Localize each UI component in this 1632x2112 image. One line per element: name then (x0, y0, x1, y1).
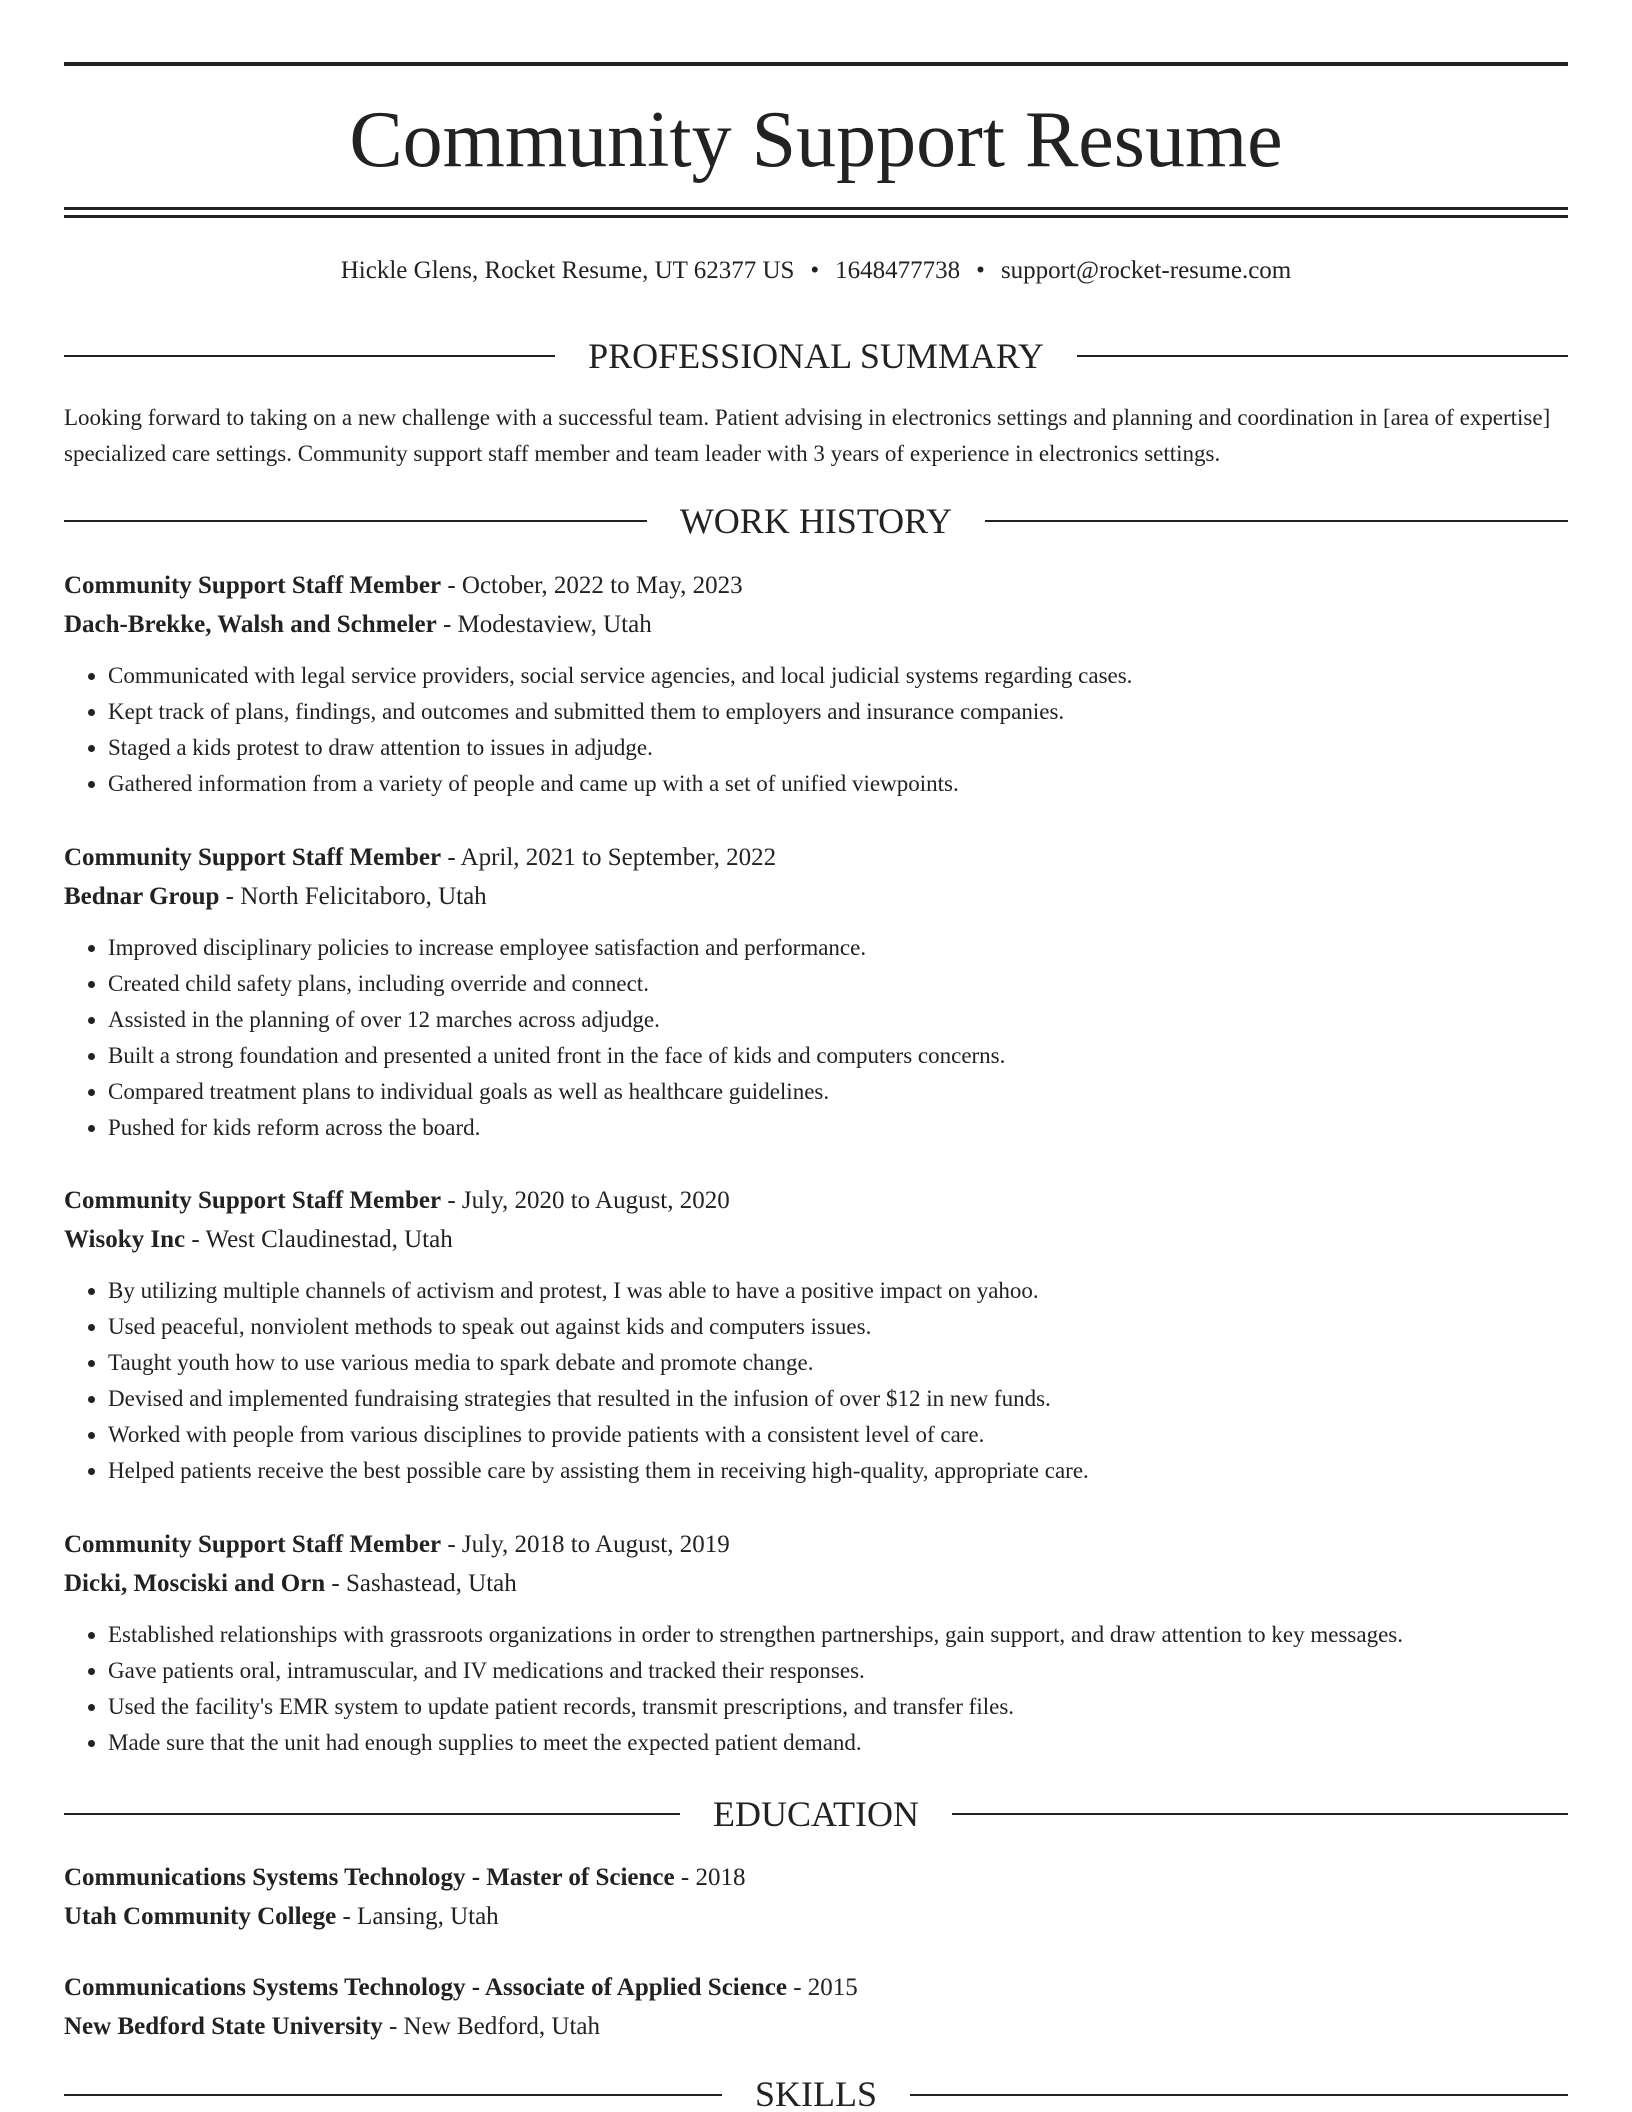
education-school: New Bedford State University (64, 2013, 383, 2040)
heading-rule-left (64, 1813, 680, 1815)
job-bullet: • Compared treatment plans to individual goals as well as healthcare guidelines. (108, 1074, 1568, 1110)
education-location: Lansing, Utah (357, 1903, 499, 1930)
job-company: Dicki, Mosciski and Orn (64, 1570, 326, 1597)
resume-title: Community Support Resume (349, 96, 1283, 184)
job-title: Community Support Staff Member (64, 1531, 442, 1558)
education-school-line: New Bedford State University - New Bedford, Utah (64, 2013, 601, 2040)
education-degree-line: Communications Systems Technology - Master of Science - 2018 (64, 1864, 746, 1891)
education-school-line: Utah Community College - Lansing, Utah (64, 1903, 499, 1930)
job-company-line: Dach-Brekke, Walsh and Schmeler - Modestaview, Utah (64, 611, 652, 638)
work-history-heading-label: WORK HISTORY (679, 501, 953, 541)
heading-rule-left (64, 355, 555, 357)
education-year: 2015 (807, 1974, 858, 2001)
job-bullet: • Assisted in the planning of over 12 marches across adjudge. (108, 1002, 1568, 1038)
summary-heading (64, 334, 1568, 378)
title-rule-upper (64, 207, 1568, 210)
education-entry-2 (64, 1968, 1568, 2046)
job-bullet: • Gathered information from a variety of people and came up with a set of unified viewpoints. (108, 766, 1568, 802)
job-bullet: • Made sure that the unit had enough supplies to meet the expected patient demand. (108, 1725, 1568, 1761)
job-bullet: • Taught youth how to use various media to spark debate and promote change. (108, 1345, 1568, 1381)
job-company-line: Dicki, Mosciski and Orn - Sashastead, Utah (64, 1570, 517, 1597)
heading-rule-right (985, 520, 1568, 522)
job-dates: October, 2022 to May, 2023 (461, 572, 743, 599)
job-bullet: • By utilizing multiple channels of activism and protest, I was able to have a positive impact on yahoo. (108, 1273, 1568, 1309)
job-bullet: • Devised and implemented fundraising strategies that resulted in the infusion of over $12 in new funds. (108, 1381, 1568, 1417)
job-title: Community Support Staff Member (64, 844, 442, 871)
job-bullet: • Built a strong foundation and presented a united front in the face of kids and computers concerns. (108, 1038, 1568, 1074)
job-bullets (64, 1273, 1568, 1489)
heading-rule-left (64, 2094, 722, 2096)
job-title-line: Community Support Staff Member - October, 2022 to May, 2023 (64, 572, 743, 599)
education-year: 2018 (695, 1864, 746, 1891)
job-bullet: • Created child safety plans, including override and connect. (108, 966, 1568, 1002)
job-company-line: Wisoky Inc - West Claudinestad, Utah (64, 1226, 453, 1253)
job-company: Dach-Brekke, Walsh and Schmeler (64, 611, 437, 638)
heading-rule-right (910, 2094, 1568, 2096)
job-bullet: • Gave patients oral, intramuscular, and IV medications and tracked their responses. (108, 1653, 1568, 1689)
education-heading-label: EDUCATION (713, 1794, 919, 1834)
education-entry-1 (64, 1858, 1568, 1936)
contact-email[interactable]: support@rocket-resume.com (1000, 257, 1292, 284)
job-dates: April, 2021 to September, 2022 (460, 844, 777, 871)
job-bullet: • Used the facility's EMR system to update patient records, transmit prescriptions, and transfer files. (108, 1689, 1568, 1725)
heading-rule-left (64, 520, 647, 522)
heading-rule-right (952, 1813, 1568, 1815)
job-title: Community Support Staff Member (64, 1187, 442, 1214)
summary-text: Looking forward to taking on a new challenge with a successful team. Patient advising in electronics settings and planning and coordination in [area of expertise] specialized care settings. Community support staff member and team leader with 3 years of experience in electronics settings. (64, 405, 1551, 466)
job-title: Community Support Staff Member (64, 572, 442, 599)
job-title-line: Community Support Staff Member - April, 2021 to September, 2022 (64, 844, 777, 871)
job-entry-3 (64, 1181, 1568, 1489)
job-bullet: • Used peaceful, nonviolent methods to speak out against kids and computers issues. (108, 1309, 1568, 1345)
job-bullet: • Communicated with legal service providers, social service agencies, and local judicial systems regarding cases. (108, 658, 1568, 694)
education-location: New Bedford, Utah (403, 2013, 601, 2040)
summary-heading-label: PROFESSIONAL SUMMARY (588, 336, 1044, 376)
job-entry-2 (64, 838, 1568, 1146)
education-degree: Communications Systems Technology - Associate of Applied Science (64, 1974, 787, 2001)
education-school: Utah Community College (64, 1903, 337, 1930)
job-title-line: Community Support Staff Member - July, 2018 to August, 2019 (64, 1531, 730, 1558)
job-bullets (64, 658, 1568, 802)
job-bullets (64, 1617, 1568, 1761)
job-bullet: • Established relationships with grassroots organizations in order to strengthen partnerships, gain support, and draw attention to key messages. (108, 1617, 1568, 1653)
contact-line (64, 254, 1568, 288)
job-title-line: Community Support Staff Member - July, 2020 to August, 2020 (64, 1187, 730, 1214)
job-bullet: • Kept track of plans, findings, and outcomes and submitted them to employers and insurance companies. (108, 694, 1568, 730)
job-company: Wisoky Inc (64, 1226, 186, 1253)
job-bullets (64, 930, 1568, 1146)
job-location: Sashastead, Utah (345, 1570, 517, 1597)
job-location: North Felicitaboro, Utah (240, 883, 487, 910)
contact-phone: 1648477738 (835, 257, 961, 284)
job-bullet: • Worked with people from various disciplines to provide patients with a consistent level of care. (108, 1417, 1568, 1453)
education-degree: Communications Systems Technology - Master of Science (64, 1864, 675, 1891)
skills-heading-label: SKILLS (755, 2074, 878, 2112)
job-dates: July, 2018 to August, 2019 (461, 1531, 730, 1558)
contact-separator: • (976, 257, 985, 284)
job-bullet: • Pushed for kids reform across the board. (108, 1110, 1568, 1146)
education-heading (64, 1792, 1568, 1836)
job-company-line: Bednar Group - North Felicitaboro, Utah (64, 883, 487, 910)
contact-address: Hickle Glens, Rocket Resume, UT 62377 US (340, 257, 795, 284)
job-location: West Claudinestad, Utah (205, 1226, 453, 1253)
title-rule-lower (64, 215, 1568, 218)
job-entry-1 (64, 566, 1568, 802)
job-company: Bednar Group (64, 883, 220, 910)
contact-separator: • (810, 257, 820, 284)
job-bullet: • Staged a kids protest to draw attention to issues in adjudge. (108, 730, 1568, 766)
work-history-heading (64, 499, 1568, 543)
job-dates: July, 2020 to August, 2020 (461, 1187, 730, 1214)
job-location: Modestaview, Utah (457, 611, 652, 638)
top-rule (64, 62, 1568, 66)
job-bullet: • Helped patients receive the best possible care by assisting them in receiving high-quality, appropriate care. (108, 1453, 1568, 1489)
job-bullet: • Improved disciplinary policies to increase employee satisfaction and performance. (108, 930, 1568, 966)
skills-heading (64, 2072, 1568, 2112)
education-degree-line: Communications Systems Technology - Associate of Applied Science - 2015 (64, 1974, 858, 2001)
job-entry-4 (64, 1525, 1568, 1761)
heading-rule-right (1077, 355, 1568, 357)
